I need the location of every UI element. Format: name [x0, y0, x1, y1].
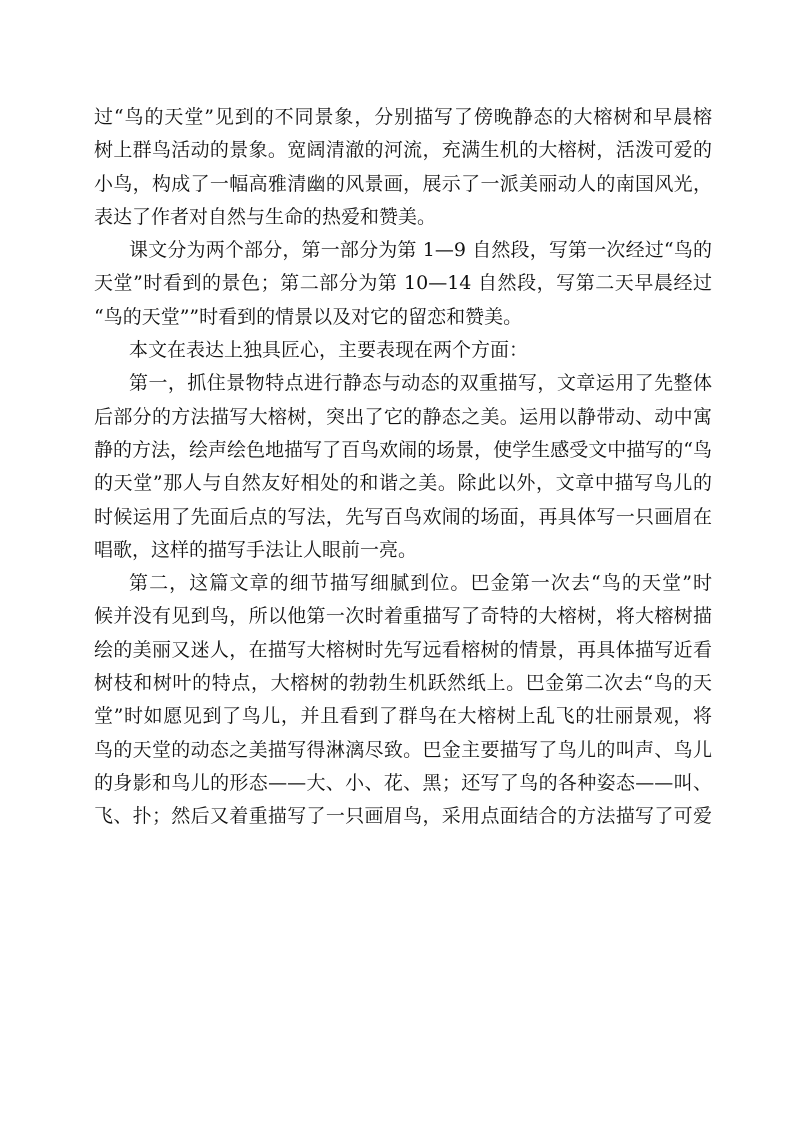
text-line: 小鸟，构成了一幅高雅清幽的风景画，展示了一派美丽动人的南国风光，	[94, 172, 712, 195]
text-line: 树上群鸟活动的景象。宽阔清澈的河流，充满生机的大榕树，活泼可爱的	[94, 139, 712, 162]
text-line: 候并没有见到鸟，所以他第一次时着重描写了奇特的大榕树，将大榕树描	[94, 605, 712, 628]
text-line: 过“鸟的天堂”见到的不同景象，分别描写了傍晚静态的大榕树和早晨榕	[94, 106, 712, 128]
document-body	[94, 101, 712, 834]
text-line: 鸟的天堂的动态之美描写得淋漓尽致。巴金主要描写了鸟儿的叫声、鸟儿	[94, 738, 712, 761]
text-line: 第二，这篇文章的细节描写细腻到位。巴金第一次去“鸟的天堂”时	[129, 572, 712, 595]
text-line: 表达了作者对自然与生命的热爱和赞美。	[94, 205, 437, 228]
text-line: 堂”时如愿见到了鸟儿，并且看到了群鸟在大榕树上乱飞的壮丽景观，将	[94, 705, 712, 728]
text-line: 后部分的方法描写大榕树，突出了它的静态之美。运用以静带动、动中寓	[94, 405, 712, 428]
text-line: 飞、扑；然后又着重描写了一只画眉鸟，采用点面结合的方法描写了可爱	[94, 805, 712, 828]
text-line: 时候运用了先面后点的写法，先写百鸟欢闹的场面，再具体写一只画眉在	[94, 505, 712, 528]
text-line: 的身影和鸟儿的形态——大、小、花、黑；还写了鸟的各种姿态——叫、	[94, 771, 712, 794]
text-line: 绘的美丽又迷人，在描写大榕树时先写远看榕树的情景，再具体描写近看	[94, 638, 712, 661]
text-line: 课文分为两个部分，第一部分为第 1—9 自然段，写第一次经过“鸟的	[129, 239, 712, 262]
text-line: 第一，抓住景物特点进行静态与动态的双重描写，文章运用了先整体	[129, 372, 712, 395]
text-line: 的天堂”那人与自然友好相处的和谐之美。除此以外，文章中描写鸟儿的	[94, 472, 712, 495]
text-line: 树枝和树叶的特点，大榕树的勃勃生机跃然纸上。巴金第二次去“鸟的天	[94, 672, 712, 695]
text-line: 静的方法，绘声绘色地描写了百鸟欢闹的场景，使学生感受文中描写的“鸟	[94, 438, 712, 461]
text-line: 本文在表达上独具匠心，主要表现在两个方面：	[129, 339, 529, 362]
text-line: 天堂”时看到的景色；第二部分为第 10—14 自然段，写第二天早晨经过	[94, 272, 712, 295]
text-line: 唱歌，这样的描写手法让人眼前一亮。	[94, 538, 418, 561]
text-line: “鸟的天堂””时看到的情景以及对它的留恋和赞美。	[94, 305, 523, 328]
